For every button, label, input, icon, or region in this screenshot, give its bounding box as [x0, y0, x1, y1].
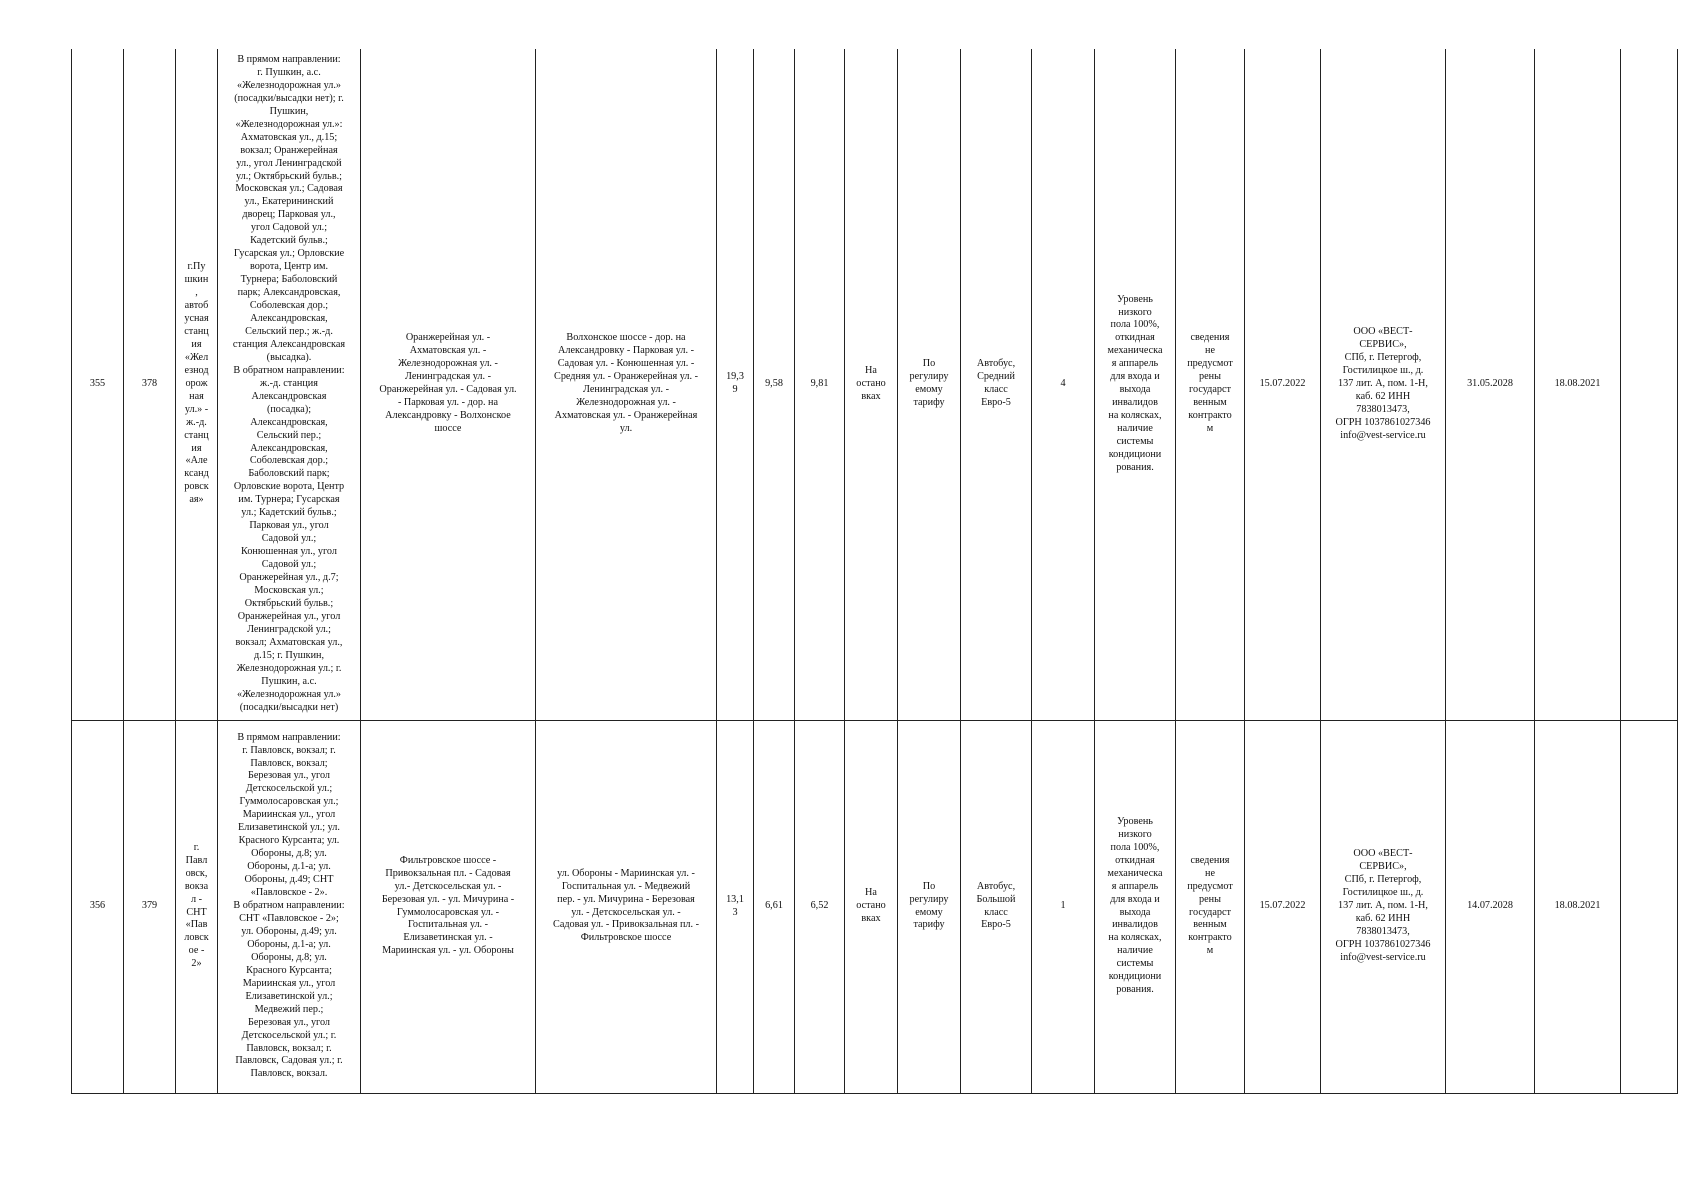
- route-number: 378: [124, 49, 176, 720]
- tariff-type: По регулиру емому тарифу: [898, 49, 961, 720]
- vehicle-count: 1: [1032, 720, 1095, 1093]
- route-length-backward: 6,52: [795, 720, 845, 1093]
- end-date: 14.07.2028: [1446, 720, 1535, 1093]
- route-name: г.Пу шкин , автоб усная станц ия «Жел езнод орож ная ул.» - ж.-д. станц ия «Але ксанд ровск ая»: [176, 49, 218, 720]
- stops-list: В прямом направлении: г. Пушкин, а.с. «Железнодорожная ул.» (посадки/высадки нет); г. Пушкин, «Железнодорожная ул.»: Ахматовская ул., д.15; вокзал; Оранжерейная ул., угол Ленинградской ул.; Октябрьский бульв.; Московская ул.; Садовая ул., Екатерининский дворец; Парковая ул., угол Садовой ул.; Кадетский бульв.; Гусарская ул.; Орловские ворота, Центр им. Турнера; Баболовский парк; Александровская, Соболевская дор.; Александровская, Сельский пер.; ж.-д. станция Александровская (высадка). В обратном направлении: ж.-д. станция Александровская (посадка); Александровская, Сельский пер.; Александровская, Соболевская дор.; Баболовский парк; Орловские ворота, Центр им. Турнера; Гусарская ул.; Кадетский бульв.; Парковая ул., угол Садовой ул.; Конюшенная ул., угол Садовой ул.; Оранжерейная ул., д.7; Московская ул.; Октябрьский бульв.; Оранжерейная ул., угол Ленинградской ул.; вокзал; Ахматовская ул., д.15; г. Пушкин, Железнодорожная ул.; г. Пушкин, а.с. «Железнодорожная ул.» (посадки/высадки нет): [218, 49, 361, 720]
- boarding-order: На остано вках: [845, 720, 898, 1093]
- start-date: 15.07.2022: [1245, 49, 1321, 720]
- route-length-backward: 9,81: [795, 49, 845, 720]
- notes-cell: [1621, 49, 1678, 720]
- route-length-forward: 6,61: [754, 720, 795, 1093]
- route-number: 379: [124, 720, 176, 1093]
- notes-cell: [1621, 720, 1678, 1093]
- vehicle-type: Автобус, Средний класс Евро-5: [961, 49, 1032, 720]
- table-row: [72, 49, 1678, 720]
- contract-info: сведения не предусмот рены государст венным контракто м: [1176, 720, 1245, 1093]
- table-row: [72, 720, 1678, 1093]
- end-date: 31.05.2028: [1446, 49, 1535, 720]
- carrier-info: ООО «ВЕСТ- СЕРВИС», СПб, г. Петергоф, Гостилицкое ш., д. 137 лит. А, пом. 1-Н, каб. 62 ИНН 7838013473, ОГРН 1037861027346 info@vest-service.ru: [1321, 720, 1446, 1093]
- vehicle-count: 4: [1032, 49, 1095, 720]
- boarding-order: На остано вках: [845, 49, 898, 720]
- registration-date: 18.08.2021: [1535, 720, 1621, 1093]
- registry-number: 356: [72, 720, 124, 1093]
- vehicle-characteristics: Уровень низкого пола 100%, откидная механическа я аппарель для входа и выхода инвалидов на колясках, наличие системы кондициони рования.: [1095, 49, 1176, 720]
- route-length-total: 19,3 9: [717, 49, 754, 720]
- registry-number: 355: [72, 49, 124, 720]
- streets-backward: ул. Обороны - Мариинская ул. - Госпитальная ул. - Медвежий пер. - ул. Мичурина - Березовая ул. - Детскосельская ул. - Садовая ул. - Привокзальная пл. - Фильтровское шоссе: [536, 720, 717, 1093]
- registration-date: 18.08.2021: [1535, 49, 1621, 720]
- vehicle-characteristics: Уровень низкого пола 100%, откидная механическа я аппарель для входа и выхода инвалидов на колясках, наличие системы кондициони рования.: [1095, 720, 1176, 1093]
- streets-forward: Оранжерейная ул. - Ахматовская ул. - Железнодорожная ул. - Ленинградская ул. - Оранжерейная ул. - Садовая ул. - Парковая ул. - дор. на Александровку - Волхонское шоссе: [361, 49, 536, 720]
- start-date: 15.07.2022: [1245, 720, 1321, 1093]
- stops-list: В прямом направлении: г. Павловск, вокзал; г. Павловск, вокзал; Березовая ул., угол Детскосельской ул.; Гуммолосаровская ул.; Мариинская ул., угол Елизаветинской ул.; ул. Красного Курсанта; ул. Обороны, д.8; ул. Обороны, д.1-а; ул. Обороны, д.49; СНТ «Павловское - 2». В обратном направлении: СНТ «Павловское - 2»; ул. Обороны, д.49; ул. Обороны, д.1-а; ул. Обороны, д.8; ул. Красного Курсанта; Мариинская ул., угол Елизаветинской ул.; Медвежий пер.; Березовая ул., угол Детскосельской ул.; г. Павловск, вокзал; г. Павловск, Садовая ул.; г. Павловск, вокзал.: [218, 720, 361, 1093]
- carrier-info: ООО «ВЕСТ- СЕРВИС», СПб, г. Петергоф, Гостилицкое ш., д. 137 лит. А, пом. 1-Н, каб. 62 ИНН 7838013473, ОГРН 1037861027346 info@vest-service.ru: [1321, 49, 1446, 720]
- route-length-total: 13,1 3: [717, 720, 754, 1093]
- streets-forward: Фильтровское шоссе - Привокзальная пл. - Садовая ул.- Детскосельская ул. - Березовая ул. - ул. Мичурина - Гуммолосаровская ул. - Госпитальная ул. - Елизаветинская ул. - Мариинская ул. - ул. Обороны: [361, 720, 536, 1093]
- route-registry-table: [71, 49, 1678, 1094]
- tariff-type: По регулиру емому тарифу: [898, 720, 961, 1093]
- streets-backward: Волхонское шоссе - дор. на Александровку - Парковая ул. - Садовая ул. - Конюшенная ул. - Средняя ул. - Оранжерейная ул. - Ленинградская ул. - Железнодорожная ул. - Ахматовская ул. - Оранжерейная ул.: [536, 49, 717, 720]
- contract-info: сведения не предусмот рены государст венным контракто м: [1176, 49, 1245, 720]
- vehicle-type: Автобус, Большой класс Евро-5: [961, 720, 1032, 1093]
- route-length-forward: 9,58: [754, 49, 795, 720]
- route-name: г. Павл овск, вокза л - СНТ «Пав ловск ое - 2»: [176, 720, 218, 1093]
